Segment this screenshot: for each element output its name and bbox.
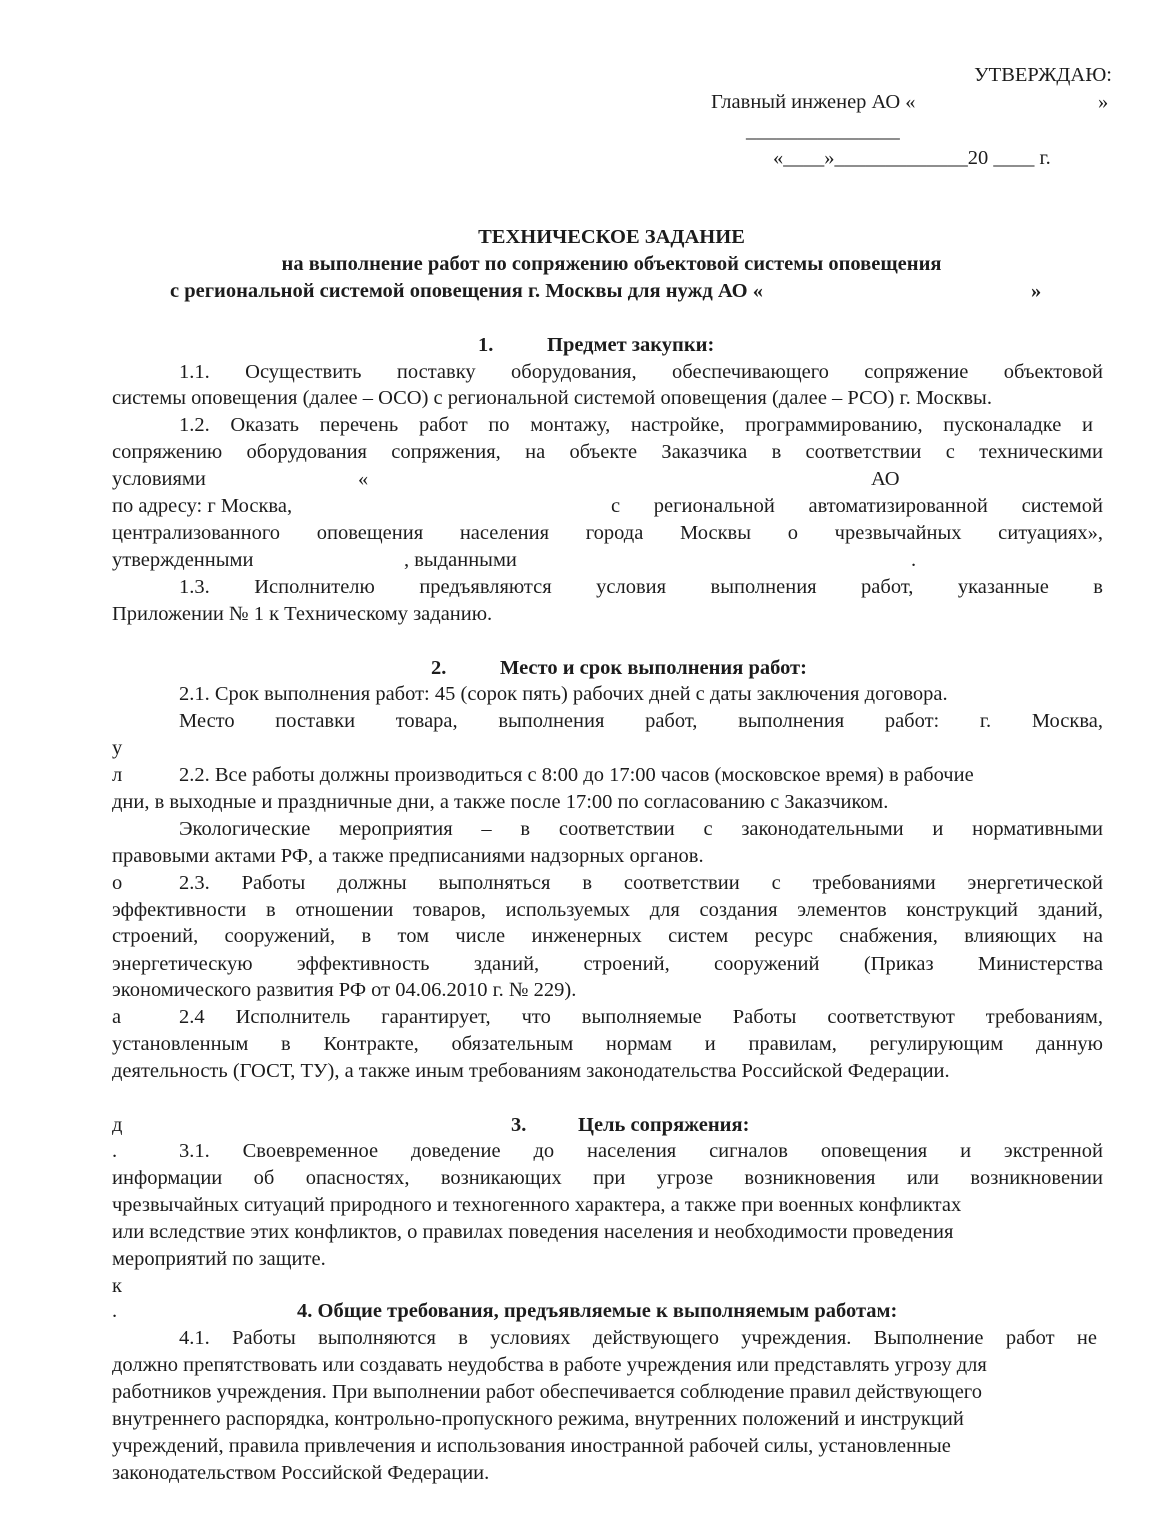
- section-4-heading: 4. Общие требования, предъявляемые к выполняемым работам:: [297, 1300, 898, 1322]
- approval-position-close: »: [1098, 91, 1109, 113]
- s2-line-13: установленным в Контракте, обязательным нормам и правилам, регулирующим данную: [112, 1033, 1103, 1055]
- section-2-heading: Место и срок выполнения работ:: [500, 657, 807, 679]
- s1-line-1: 1.1. Осуществить поставку оборудования, обеспечивающего сопряжение объектовой: [179, 361, 1103, 383]
- s2-line-7: 2.3. Работы должны выполняться в соответствии с требованиями энергетической: [179, 872, 1103, 894]
- s4-line-4: внутреннего распорядка, контрольно-пропускного режима, внутренних положений и инструкций: [112, 1408, 964, 1430]
- margin-letter: .: [112, 1300, 118, 1322]
- section-3-number: 3.: [511, 1114, 527, 1136]
- s2-line-14: деятельность (ГОСТ, ТУ), а также иным требованиям законодательства Российской Федерации.: [112, 1060, 950, 1082]
- s1-line-5-c: АО: [871, 468, 900, 490]
- margin-letter: а: [112, 1006, 122, 1028]
- s2-line-10: энергетическую эффективность зданий, строений, сооружений (Приказ Министерства: [112, 953, 1103, 975]
- margin-letter: у: [112, 737, 123, 759]
- doc-subtitle-2: с региональной системой оповещения г. Москвы для нужд АО «: [170, 280, 763, 302]
- s3-line-3: чрезвычайных ситуаций природного и техногенного характера, а также при военных конфликтах: [112, 1194, 962, 1216]
- s1-line-8-b: , выданными: [404, 549, 517, 571]
- s4-line-6: законодательством Российской Федерации.: [112, 1462, 490, 1484]
- s2-line-11: экономического развития РФ от 04.06.2010 г. № 229).: [112, 979, 577, 1001]
- s1-line-3: 1.2. Оказать перечень работ по монтажу, настройке, программированию, пусконаладке и: [179, 414, 1093, 436]
- section-1-heading: Предмет закупки:: [547, 334, 715, 356]
- s4-line-2: должно препятствовать или создавать неудобства в работе учреждения или представлять угрозу для: [112, 1354, 987, 1376]
- s1-line-8-a: утвержденными: [112, 549, 254, 571]
- s1-line-9: 1.3. Исполнителю предъявляются условия выполнения работ, указанные в: [179, 576, 1103, 598]
- s2-line-8: эффективности в отношении товаров, используемых для создания элементов конструкций зданий,: [112, 899, 1103, 921]
- s1-line-10: Приложении № 1 к Техническому заданию.: [112, 603, 493, 625]
- s3-line-1: 3.1. Своевременное доведение до населения сигналов оповещения и экстренной: [179, 1140, 1103, 1162]
- margin-letter: .: [112, 1140, 118, 1162]
- margin-letter: д: [112, 1114, 123, 1136]
- s3-line-2: информации об опасностях, возникающих при угрозе возникновения или возникновении: [112, 1167, 1103, 1189]
- doc-subtitle-2-close: »: [1031, 280, 1042, 302]
- s1-line-2: системы оповещения (далее – ОСО) с региональной системой оповещения (далее – РСО) г. Москвы.: [112, 387, 992, 409]
- s4-line-1: 4.1. Работы выполняются в условиях действующего учреждения. Выполнение работ не: [179, 1327, 1097, 1349]
- s1-line-5-b: «: [358, 468, 369, 490]
- s2-line-1: 2.1. Срок выполнения работ: 45 (сорок пять) рабочих дней с даты заключения договора.: [179, 683, 948, 705]
- approval-signature-line: _______________: [746, 120, 900, 142]
- s2-line-3: 2.2. Все работы должны производиться с 8:00 до 17:00 часов (московское время) в рабочие: [179, 764, 974, 786]
- s1-line-7: централизованного оповещения населения города Москвы о чрезвычайных ситуациях»,: [112, 522, 1103, 544]
- s2-line-5: Экологические мероприятия – в соответствии с законодательными и нормативными: [179, 818, 1103, 840]
- margin-letter: к: [112, 1275, 122, 1297]
- s3-line-4: или вследствие этих конфликтов, о правилах поведения населения и необходимости проведения: [112, 1221, 954, 1243]
- s1-line-6-b: с региональной автоматизированной системой: [611, 495, 1103, 517]
- margin-letter: о: [112, 872, 123, 894]
- s2-line-12: 2.4 Исполнитель гарантирует, что выполняемые Работы соответствуют требованиям,: [179, 1006, 1103, 1028]
- s3-line-5: мероприятий по защите.: [112, 1248, 326, 1270]
- s1-line-5-a: условиями: [112, 468, 206, 490]
- s2-line-6: правовыми актами РФ, а также предписаниями надзорных органов.: [112, 845, 704, 867]
- margin-letter: л: [112, 764, 123, 786]
- s4-line-3: работников учреждения. При выполнении работ обеспечивается соблюдение правил действующего: [112, 1381, 982, 1403]
- doc-subtitle-1: на выполнение работ по сопряжению объектовой системы оповещения: [281, 253, 942, 275]
- s1-line-6-a: по адресу: г Москва,: [112, 495, 293, 517]
- approval-date-line: «____»_____________20 ____ г.: [773, 147, 1051, 169]
- s1-line-4: сопряжению оборудования сопряжения, на объекте Заказчика в соответствии с техническими: [112, 441, 1103, 463]
- approval-position: Главный инженер АО «: [711, 91, 916, 113]
- s2-line-4: дни, в выходные и праздничные дни, а также после 17:00 по согласованию с Заказчиком.: [112, 791, 889, 813]
- s2-line-9: строений, сооружений, в том числе инженерных систем ресурс снабжения, влияющих на: [112, 925, 1103, 947]
- s1-line-8-c: .: [911, 549, 917, 571]
- section-3-heading: Цель сопряжения:: [578, 1114, 750, 1136]
- doc-title: ТЕХНИЧЕСКОЕ ЗАДАНИЕ: [478, 226, 745, 248]
- approval-heading: УТВЕРЖДАЮ:: [974, 64, 1112, 86]
- s2-line-2: Место поставки товара, выполнения работ, выполнения работ: г. Москва,: [179, 710, 1103, 732]
- section-2-number: 2.: [431, 657, 447, 679]
- section-1-number: 1.: [478, 334, 494, 356]
- s4-line-5: учреждений, правила привлечения и использования иностранной рабочей силы, установленные: [112, 1435, 951, 1457]
